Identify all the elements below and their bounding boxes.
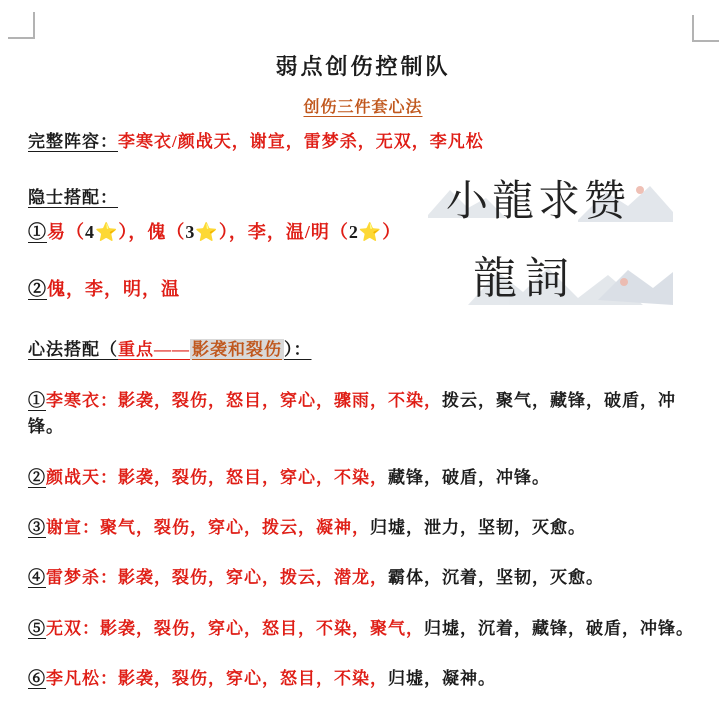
circled-number: ② bbox=[28, 467, 46, 487]
skills-primary: 影袭，裂伤，穿心，怒目，不染，聚气， bbox=[100, 618, 424, 638]
star-icon: ⭐ bbox=[95, 221, 119, 242]
mind-item-5 bbox=[28, 616, 696, 642]
mind-section-heading: 心法搭配（重点—— 影袭和裂伤 ）： bbox=[28, 340, 312, 360]
hermit-option-1: ①易（4⭐），傀（3⭐），李，温/明（2⭐） bbox=[28, 221, 402, 242]
page-title: 弱点创伤控制队 bbox=[275, 54, 451, 79]
hermit-option-2: ②傀，李，明，温 bbox=[28, 278, 180, 299]
skills-primary: 影袭，裂伤，怒目，穿心，骤雨，不染， bbox=[118, 390, 442, 410]
mind-item-1 bbox=[28, 388, 696, 441]
skills-primary: 影袭，裂伤，穿心，怒目，不染， bbox=[118, 668, 388, 688]
character-name: 颜战天： bbox=[46, 467, 118, 487]
roster-line bbox=[28, 129, 698, 155]
mind-item-6 bbox=[28, 666, 696, 692]
circled-number: ① bbox=[28, 221, 47, 242]
skills-secondary: 拨云，聚气，藏锋，破盾，冲锋。 bbox=[28, 390, 676, 437]
mind-item-4 bbox=[28, 565, 696, 591]
skills-secondary: 归墟，泄力，坚韧，灭愈。 bbox=[370, 517, 586, 537]
page-subtitle: 创伤三件套心法 bbox=[303, 99, 423, 116]
roster-label: 完整阵容： bbox=[28, 132, 118, 151]
circled-number: ③ bbox=[28, 517, 46, 537]
character-name: 李凡松： bbox=[46, 668, 118, 688]
circled-number: ④ bbox=[28, 568, 46, 588]
skills-primary: 聚气，裂伤，穿心，拨云，凝神， bbox=[100, 517, 370, 537]
document-content bbox=[28, 0, 698, 692]
character-name: 谢宣： bbox=[46, 517, 100, 537]
character-name: 雷梦杀： bbox=[46, 568, 118, 588]
skills-secondary: 归墟，凝神。 bbox=[388, 668, 496, 688]
hermit-section-heading: 隐士搭配： bbox=[28, 188, 118, 208]
skills-secondary: 霸体，沉着，坚韧，灭愈。 bbox=[388, 568, 604, 588]
character-name: 无双： bbox=[46, 618, 100, 638]
mind-item-3 bbox=[28, 515, 696, 541]
skills-secondary: 归墟，沉着，藏锋，破盾，冲锋。 bbox=[424, 618, 694, 638]
skills-primary: 影袭，裂伤，穿心，拨云，潜龙， bbox=[118, 568, 388, 588]
watermark-text-line1: 小龍求赞 bbox=[446, 179, 631, 225]
roster-names: 李寒衣/颜战天，谢宣，雷梦杀，无双，李凡松 bbox=[118, 132, 484, 151]
circled-number: ② bbox=[28, 278, 47, 299]
mind-item-2 bbox=[28, 465, 696, 491]
skills-primary: 影袭，裂伤，怒目，穿心，不染， bbox=[118, 467, 388, 487]
circled-number: ⑤ bbox=[28, 618, 46, 638]
skills-secondary: 藏锋，破盾，冲锋。 bbox=[388, 467, 550, 487]
highlighted-keyword: 影袭和裂伤 bbox=[192, 340, 282, 360]
star-icon: ⭐ bbox=[358, 221, 383, 242]
circled-number: ① bbox=[28, 390, 46, 410]
character-name: 李寒衣： bbox=[46, 390, 118, 410]
circled-number: ⑥ bbox=[28, 668, 46, 688]
watermark-text-line2: 龍詞 bbox=[473, 254, 577, 303]
star-icon: ⭐ bbox=[195, 221, 219, 242]
